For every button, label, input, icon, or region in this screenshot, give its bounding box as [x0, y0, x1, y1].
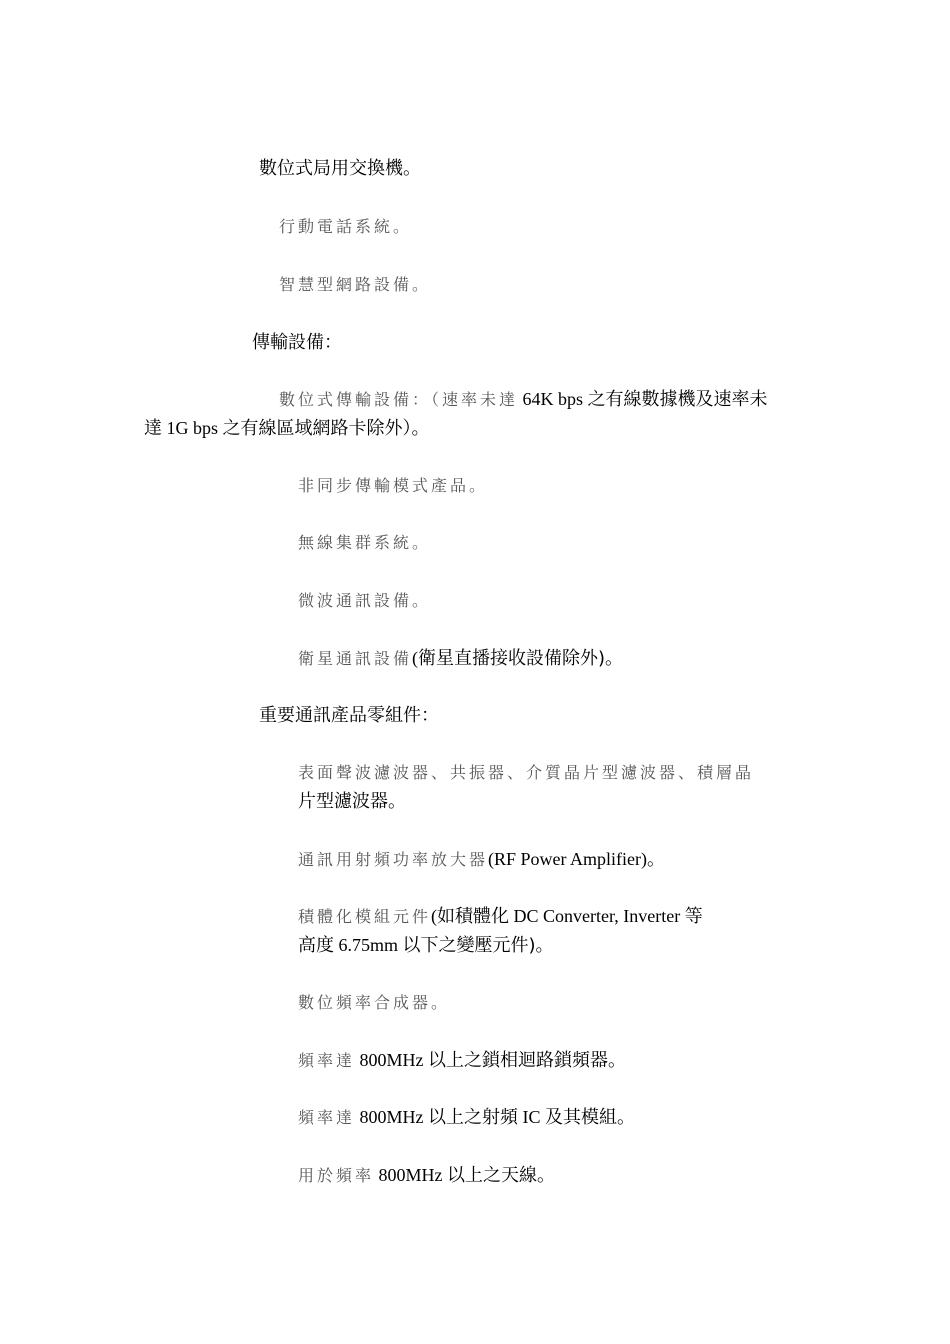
item-mobile-phone-system — [279, 214, 412, 240]
item-text: 無線集群系統。 — [298, 533, 432, 552]
item-text: 頻率達 — [298, 1108, 356, 1127]
item-rf-ic — [298, 1104, 635, 1131]
item-text: 微波通訊設備。 — [298, 591, 432, 610]
item-text: 及其模組。 — [545, 1107, 636, 1128]
item-text: 1G bps — [162, 418, 223, 438]
item-digital-exchange — [259, 156, 421, 182]
item-text: 之有線區域網路卡除外）。 — [222, 418, 430, 439]
item-integrated-modules-line2 — [298, 932, 554, 959]
item-text: ( — [431, 906, 438, 926]
item-text: 數位式傳輸設備：（速率未達 — [279, 390, 519, 409]
item-text: 6.75mm — [334, 935, 403, 955]
item-rf-power-amplifier — [298, 846, 665, 873]
item-text: ( — [412, 648, 419, 668]
item-text: 。 — [647, 849, 666, 870]
item-frequency-synthesizer — [298, 990, 450, 1016]
item-text: 數位式局用交換機。 — [259, 158, 421, 179]
item-trunking-system — [298, 530, 431, 556]
item-pll — [298, 1047, 626, 1074]
item-satellite-equipment — [298, 645, 623, 672]
section-heading-transmission — [252, 330, 342, 356]
item-text: 如積體化 — [437, 906, 510, 927]
item-text: 以下之變壓元件 — [402, 935, 529, 956]
item-text: 頻率達 — [298, 1051, 356, 1070]
item-text: 衛星通訊設備 — [298, 649, 413, 668]
item-text: 之有線數據機及速率未 — [587, 389, 768, 410]
item-text: 通訊用射頻功率放大器 — [298, 850, 489, 869]
item-text: )。 — [598, 648, 624, 669]
item-text: 等 — [684, 906, 703, 927]
item-text: 非同步傳輸模式產品。 — [298, 476, 489, 495]
item-text: 達 — [144, 418, 162, 439]
item-digital-transmission-line1 — [279, 386, 768, 413]
item-text: )。 — [528, 935, 554, 956]
item-text: 高度 — [298, 935, 334, 956]
item-saw-filters-line1 — [298, 760, 754, 786]
item-text: DC Converter, Inverter — [509, 906, 685, 926]
item-text: 數位頻率合成器。 — [298, 993, 451, 1012]
item-text: 800MHz — [374, 1165, 448, 1185]
item-text: 以上之鎖相迴路鎖頻器。 — [428, 1050, 627, 1071]
item-text: 800MHz — [355, 1050, 429, 1070]
heading-text: 重要通訊產品零組件： — [259, 705, 439, 726]
item-text: 以上之天線。 — [447, 1165, 556, 1186]
item-saw-filters-line2 — [298, 789, 406, 815]
item-text: 積體化模組元件 — [298, 907, 432, 926]
item-text: (RF Power Amplifier) — [488, 849, 648, 869]
item-text: 用於頻率 — [298, 1166, 375, 1185]
item-microwave-equipment — [298, 588, 431, 614]
item-digital-transmission-line2 — [144, 415, 430, 442]
item-text: 片型濾波器。 — [298, 791, 406, 812]
item-text: 智慧型網路設備。 — [279, 275, 432, 294]
item-text: 64K bps — [518, 389, 588, 409]
section-heading-components — [259, 703, 439, 729]
item-integrated-modules-line1 — [298, 903, 703, 930]
item-atm-products — [298, 473, 488, 499]
item-text: 表面聲波濾波器、共振器、介質晶片型濾波器、積層晶 — [298, 763, 755, 782]
item-text: 行動電話系統。 — [279, 217, 413, 236]
item-text: 以上之射頻 — [428, 1107, 519, 1128]
item-text: 衛星直播接收設備除外 — [418, 648, 599, 669]
heading-text: 傳輸設備： — [252, 332, 342, 353]
item-text: 800MHz — [355, 1107, 429, 1127]
item-text: IC — [518, 1107, 546, 1127]
item-intelligent-network — [279, 272, 431, 298]
item-antenna — [298, 1162, 555, 1189]
